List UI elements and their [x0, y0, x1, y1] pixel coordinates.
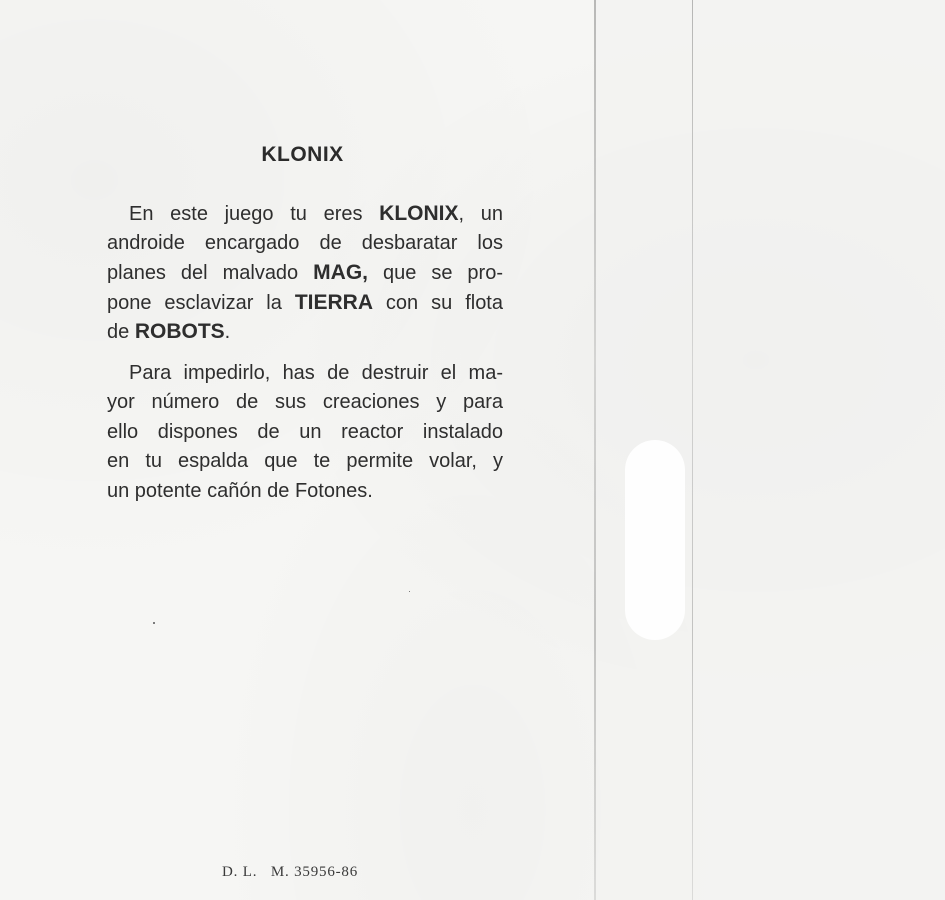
text-segment: ello dispones de un reactor instalado	[107, 420, 503, 443]
emphasized-word: ROBOTS	[134, 320, 225, 343]
text-line	[107, 258, 503, 288]
text-segment: con su flota	[372, 291, 503, 314]
text-segment: en tu espalda que te permite volar, y	[107, 450, 503, 472]
text-line	[107, 199, 503, 229]
text-segment: pone esclavizar la	[107, 291, 295, 314]
text-segment: androide encargado de desbaratar los	[107, 231, 503, 254]
text-segment: , un	[458, 203, 503, 225]
paragraph	[107, 199, 503, 347]
paragraph	[107, 359, 503, 507]
speck	[153, 622, 155, 624]
body-text	[107, 199, 503, 506]
scan-smudge	[625, 440, 685, 640]
text-line	[107, 229, 503, 259]
text-segment: que se pro-	[368, 262, 504, 284]
emphasized-word: KLONIX	[379, 202, 459, 225]
text-line	[107, 317, 503, 347]
emphasized-word: MAG,	[313, 261, 368, 284]
text-line	[107, 418, 503, 448]
text-line	[107, 388, 503, 418]
page-fold-line	[692, 0, 693, 900]
page-title: KLONIX	[261, 143, 344, 166]
text-segment: planes del malvado	[107, 262, 314, 284]
legal-deposit: D. L. M. 35956-86	[222, 864, 359, 880]
text-segment: de	[107, 321, 135, 343]
emphasized-word: TIERRA	[294, 290, 373, 314]
text-line	[107, 447, 503, 477]
text-segment: un potente cañón de Fotones.	[107, 479, 373, 502]
text-segment: yor número de sus creaciones y para	[107, 391, 503, 413]
text-segment: Para impedirlo, has de destruir el ma-	[129, 361, 503, 384]
speck	[409, 591, 410, 592]
text-line	[107, 288, 503, 318]
page-fold-line	[594, 0, 596, 900]
text-line	[107, 477, 503, 507]
paragraph-gap	[107, 347, 503, 359]
text-segment: En este juego tu eres	[129, 203, 380, 225]
text-line	[107, 359, 503, 389]
text-segment: .	[224, 321, 231, 343]
